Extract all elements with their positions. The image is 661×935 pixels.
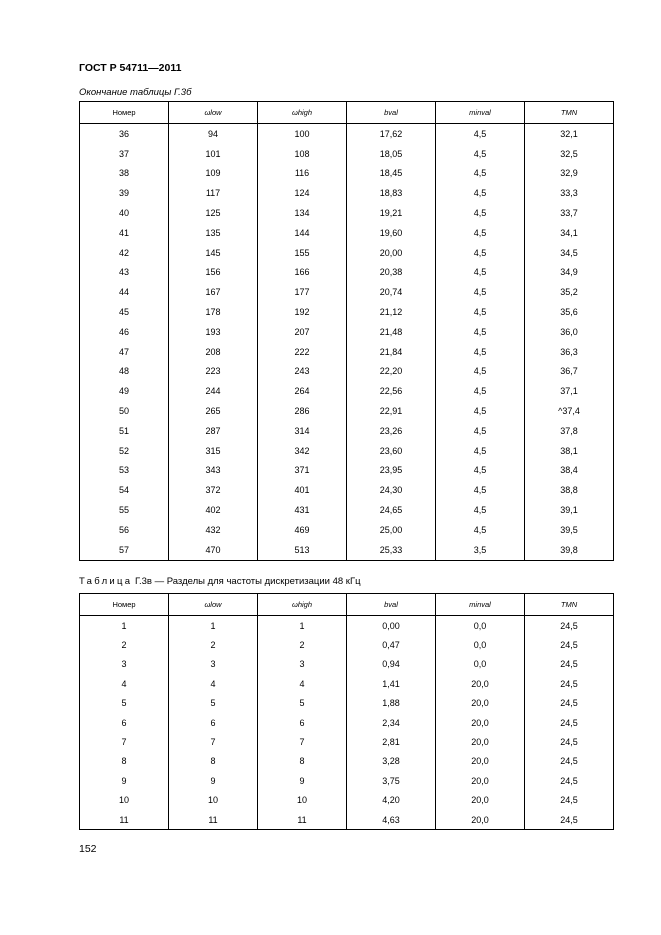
table-cell: 18,83 (347, 183, 436, 203)
table-row (80, 164, 614, 184)
table-row (80, 124, 614, 144)
table-row (80, 183, 614, 203)
table-cell: 4,5 (436, 401, 525, 421)
table-cell: 3 (258, 655, 347, 674)
table-cell: 343 (169, 461, 258, 481)
table-cell: 3,28 (347, 752, 436, 771)
table-cell: 20,74 (347, 282, 436, 302)
table-cell: 207 (258, 322, 347, 342)
table-cell: 24,5 (525, 655, 614, 674)
table-cell: 49 (80, 381, 169, 401)
table-row (80, 732, 614, 751)
table-cell: 193 (169, 322, 258, 342)
table-cell: 431 (258, 500, 347, 520)
table-cell: 20,00 (347, 243, 436, 263)
table-cell: 4,5 (436, 223, 525, 243)
table-cell: 513 (258, 540, 347, 560)
table-row (80, 381, 614, 401)
column-header: ωhigh (258, 594, 347, 616)
table-cell: 4,5 (436, 500, 525, 520)
table-cell: 4,5 (436, 480, 525, 500)
table-row (80, 203, 614, 223)
table-cell: 167 (169, 282, 258, 302)
table-cell: 47 (80, 342, 169, 362)
table-cell: 94 (169, 124, 258, 144)
table-cell: 34,5 (525, 243, 614, 263)
table-cell: 45 (80, 302, 169, 322)
table-cell: 11 (258, 810, 347, 830)
table-row (80, 655, 614, 674)
table-cell: 24,5 (525, 810, 614, 830)
table-cell: 0,0 (436, 635, 525, 654)
table-cell: 155 (258, 243, 347, 263)
table-cell: 314 (258, 421, 347, 441)
table-cell: 54 (80, 480, 169, 500)
table-cell: 20,0 (436, 771, 525, 790)
column-header: ωlow (169, 102, 258, 124)
table-caption (79, 576, 361, 587)
table-cell: 2,34 (347, 713, 436, 732)
table-cell: 35,6 (525, 302, 614, 322)
table-cell: 315 (169, 441, 258, 461)
table-row (80, 480, 614, 500)
table-cell: 4,5 (436, 322, 525, 342)
table-cell: 24,5 (525, 616, 614, 636)
table-cell: 208 (169, 342, 258, 362)
table-cell: 2 (169, 635, 258, 654)
table-cell: 37,1 (525, 381, 614, 401)
table-row (80, 713, 614, 732)
table-row (80, 635, 614, 654)
bands-table-continued (79, 101, 614, 561)
table-cell: 7 (258, 732, 347, 751)
table-cell: 11 (80, 810, 169, 830)
table-row (80, 243, 614, 263)
table-cell: 10 (80, 791, 169, 810)
column-header: minval (436, 594, 525, 616)
column-header: TMN (525, 594, 614, 616)
table-cell: 20,0 (436, 674, 525, 693)
table-cell: 7 (80, 732, 169, 751)
table-cell: 23,26 (347, 421, 436, 441)
table-cell: 38,1 (525, 441, 614, 461)
table-cell: 56 (80, 520, 169, 540)
table-cell: 24,5 (525, 694, 614, 713)
table-cell: 135 (169, 223, 258, 243)
table-cell: 25,33 (347, 540, 436, 560)
table-cell: 286 (258, 401, 347, 421)
table-cell: 23,60 (347, 441, 436, 461)
table-cell: 1 (80, 616, 169, 636)
table-cell: 469 (258, 520, 347, 540)
table-cell: 1,88 (347, 694, 436, 713)
table-cell: 8 (80, 752, 169, 771)
table-cell: 0,47 (347, 635, 436, 654)
table-cell: 38 (80, 164, 169, 184)
table-cell: 3 (80, 655, 169, 674)
table-cell: 223 (169, 362, 258, 382)
table-cell: 5 (169, 694, 258, 713)
table-cell: 470 (169, 540, 258, 560)
table-cell: 222 (258, 342, 347, 362)
table-cell: 100 (258, 124, 347, 144)
table-cell: 101 (169, 144, 258, 164)
table-row (80, 421, 614, 441)
table-cell: 2,81 (347, 732, 436, 751)
table-cell: 5 (80, 694, 169, 713)
column-header: ωlow (169, 594, 258, 616)
table-cell: 48 (80, 362, 169, 382)
table-cell: 9 (258, 771, 347, 790)
table-cell: 4,5 (436, 362, 525, 382)
table-cell: 23,95 (347, 461, 436, 481)
table-cell: 4,5 (436, 282, 525, 302)
table-cell: 178 (169, 302, 258, 322)
table-cell: 0,0 (436, 655, 525, 674)
table-cell: 8 (258, 752, 347, 771)
table-cell: 19,21 (347, 203, 436, 223)
table-cell: 53 (80, 461, 169, 481)
table-cell: 6 (258, 713, 347, 732)
table-cell: 39,5 (525, 520, 614, 540)
table-cell: 0,94 (347, 655, 436, 674)
table-header-row (80, 594, 614, 616)
table-row (80, 263, 614, 283)
table-cell: 25,00 (347, 520, 436, 540)
table-cell: 24,5 (525, 732, 614, 751)
table-cell: 36,3 (525, 342, 614, 362)
table-cell: 4 (258, 674, 347, 693)
table-cell: 34,1 (525, 223, 614, 243)
column-header: TMN (525, 102, 614, 124)
table-cell: 371 (258, 461, 347, 481)
table-cell: 32,5 (525, 144, 614, 164)
table-cell: 243 (258, 362, 347, 382)
table-cell: 432 (169, 520, 258, 540)
table-cell: 4,5 (436, 381, 525, 401)
table-cell: 116 (258, 164, 347, 184)
table-cell: 3 (169, 655, 258, 674)
table-cell: 21,48 (347, 322, 436, 342)
table-cell: 9 (169, 771, 258, 790)
column-header: Номер (80, 102, 169, 124)
document-header: ГОСТ Р 54711—2011 (79, 62, 182, 74)
table-cell: 41 (80, 223, 169, 243)
table-cell: 108 (258, 144, 347, 164)
bands-table-48khz (79, 593, 614, 830)
table-cell: 19,60 (347, 223, 436, 243)
table-row (80, 401, 614, 421)
column-header: bval (347, 594, 436, 616)
table-cell: 32,9 (525, 164, 614, 184)
table-caption-text: Г.3в — Разделы для частоты дискретизации 48 кГц (132, 576, 361, 587)
table-cell: 55 (80, 500, 169, 520)
table-cell: 264 (258, 381, 347, 401)
table-row (80, 342, 614, 362)
table-cell: 6 (169, 713, 258, 732)
table-cell: 21,12 (347, 302, 436, 322)
table-row (80, 441, 614, 461)
table-cell: 44 (80, 282, 169, 302)
table-cell: 39,8 (525, 540, 614, 560)
table-row (80, 791, 614, 810)
table-cell: 342 (258, 441, 347, 461)
table-cell: 51 (80, 421, 169, 441)
table-cell: 46 (80, 322, 169, 342)
table-row (80, 694, 614, 713)
table-cell: 125 (169, 203, 258, 223)
table-row (80, 752, 614, 771)
table-cell: 17,62 (347, 124, 436, 144)
table-cell: 4,5 (436, 124, 525, 144)
table-cell: 1 (258, 616, 347, 636)
table-cell: 37,8 (525, 421, 614, 441)
table-row (80, 674, 614, 693)
table-cell: 8 (169, 752, 258, 771)
table-cell: 24,5 (525, 674, 614, 693)
column-header: bval (347, 102, 436, 124)
table-cell: 36 (80, 124, 169, 144)
table-cell: 43 (80, 263, 169, 283)
table-cell: 22,20 (347, 362, 436, 382)
table-cell: 20,0 (436, 791, 525, 810)
table-cell: 38,8 (525, 480, 614, 500)
table-row (80, 810, 614, 830)
table-cell: 38,4 (525, 461, 614, 481)
table-cell: 4,5 (436, 243, 525, 263)
table-row (80, 282, 614, 302)
table-cell: 145 (169, 243, 258, 263)
table-cell: 4 (169, 674, 258, 693)
table-cell: 4,5 (436, 441, 525, 461)
table-cell: 20,0 (436, 752, 525, 771)
table-cell: 39 (80, 183, 169, 203)
table-cell: 5 (258, 694, 347, 713)
table-cell: 24,5 (525, 713, 614, 732)
table-cell: 24,65 (347, 500, 436, 520)
table-cell: 156 (169, 263, 258, 283)
table-cell: 24,30 (347, 480, 436, 500)
table-cell: 52 (80, 441, 169, 461)
table-cell: 4,5 (436, 183, 525, 203)
column-header: Номер (80, 594, 169, 616)
table-cell: 57 (80, 540, 169, 560)
page-number: 152 (79, 843, 97, 855)
table-cell: 24,5 (525, 752, 614, 771)
table-cell: 33,7 (525, 203, 614, 223)
table-cell: 4,5 (436, 263, 525, 283)
table-cell: 2 (80, 635, 169, 654)
table-cell: 37 (80, 144, 169, 164)
table-cell: 33,3 (525, 183, 614, 203)
table-cell: 20,0 (436, 713, 525, 732)
table-cell: 3,75 (347, 771, 436, 790)
table-cell: 20,38 (347, 263, 436, 283)
table-row (80, 461, 614, 481)
table-cell: 18,05 (347, 144, 436, 164)
table-cell: 265 (169, 401, 258, 421)
table-cell: 20,0 (436, 810, 525, 830)
table-row (80, 771, 614, 790)
table-cell: 50 (80, 401, 169, 421)
table-cell: 3,5 (436, 540, 525, 560)
table-cell: 24,5 (525, 791, 614, 810)
table-cell: 192 (258, 302, 347, 322)
table-cell: 4,20 (347, 791, 436, 810)
table-cell: 0,00 (347, 616, 436, 636)
table-cell: 134 (258, 203, 347, 223)
table-cell: 4,5 (436, 144, 525, 164)
table-header-row (80, 102, 614, 124)
table-row (80, 362, 614, 382)
table-cell: 39,1 (525, 500, 614, 520)
table-cell: 7 (169, 732, 258, 751)
table-cell: 34,9 (525, 263, 614, 283)
table-cell: 109 (169, 164, 258, 184)
table-cell: 4,5 (436, 342, 525, 362)
table-cell: 24,5 (525, 771, 614, 790)
table-cell: 244 (169, 381, 258, 401)
table-cell: 40 (80, 203, 169, 223)
table-cell: 35,2 (525, 282, 614, 302)
table-continuation-caption: Окончание таблицы Г.3б (79, 87, 192, 98)
table-cell: 166 (258, 263, 347, 283)
table-cell: 18,45 (347, 164, 436, 184)
table-cell: 4,5 (436, 520, 525, 540)
table-cell: 1,41 (347, 674, 436, 693)
column-header: minval (436, 102, 525, 124)
table-cell: 4,5 (436, 461, 525, 481)
table-row (80, 616, 614, 636)
table-cell: 10 (258, 791, 347, 810)
table-row (80, 500, 614, 520)
table-cell: ^37,4 (525, 401, 614, 421)
table-row (80, 540, 614, 560)
table-cell: 2 (258, 635, 347, 654)
table-cell: 4,5 (436, 203, 525, 223)
table-row (80, 302, 614, 322)
table-cell: 4 (80, 674, 169, 693)
table-cell: 0,0 (436, 616, 525, 636)
table-cell: 4,63 (347, 810, 436, 830)
table-cell: 21,84 (347, 342, 436, 362)
table-cell: 287 (169, 421, 258, 441)
table-cell: 402 (169, 500, 258, 520)
table-cell: 42 (80, 243, 169, 263)
table-cell: 144 (258, 223, 347, 243)
table-row (80, 520, 614, 540)
table-cell: 20,0 (436, 694, 525, 713)
table-row (80, 322, 614, 342)
table-cell: 124 (258, 183, 347, 203)
table-cell: 22,56 (347, 381, 436, 401)
table-caption-prefix: Таблица (79, 576, 133, 587)
table-row (80, 144, 614, 164)
table-cell: 177 (258, 282, 347, 302)
table-cell: 11 (169, 810, 258, 830)
table-row (80, 223, 614, 243)
table-cell: 32,1 (525, 124, 614, 144)
table-cell: 24,5 (525, 635, 614, 654)
column-header: ωhigh (258, 102, 347, 124)
table-cell: 6 (80, 713, 169, 732)
table-cell: 401 (258, 480, 347, 500)
table-cell: 9 (80, 771, 169, 790)
table-cell: 372 (169, 480, 258, 500)
table-cell: 4,5 (436, 164, 525, 184)
table-cell: 4,5 (436, 302, 525, 322)
table-cell: 117 (169, 183, 258, 203)
table-cell: 1 (169, 616, 258, 636)
table-cell: 22,91 (347, 401, 436, 421)
table-cell: 20,0 (436, 732, 525, 751)
table-cell: 36,0 (525, 322, 614, 342)
table-cell: 36,7 (525, 362, 614, 382)
table-cell: 4,5 (436, 421, 525, 441)
table-cell: 10 (169, 791, 258, 810)
